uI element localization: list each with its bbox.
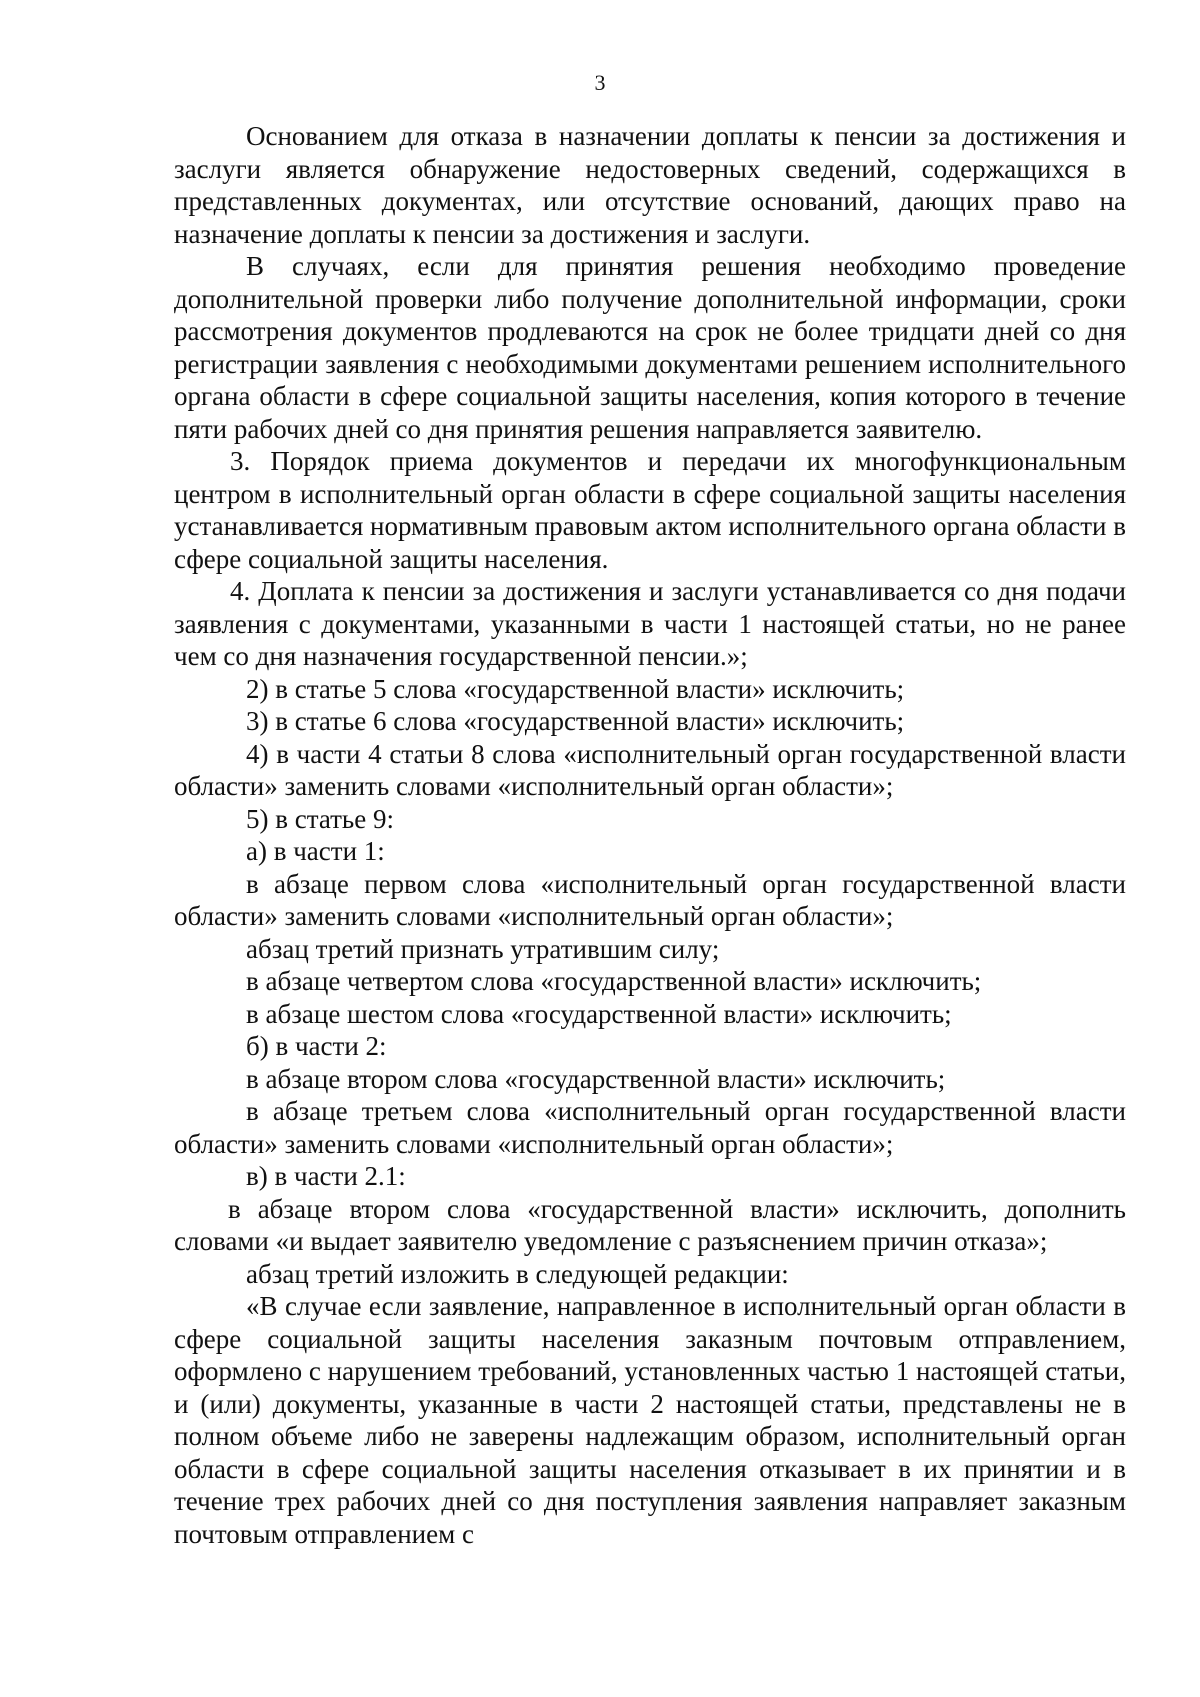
document-body bbox=[174, 120, 1126, 1550]
paragraph-subitem-a: а) в части 1: bbox=[246, 836, 385, 866]
paragraph-item-4: 4. Доплата к пенсии за достижения и заслуги устанавливается со дня подачи заявления с документами, указанными в части 1 настоящей статьи, но не ранее чем со дня назначения государственной пенсии.»; bbox=[174, 576, 1126, 671]
paragraph-a-third: абзац третий признать утратившим силу; bbox=[246, 933, 720, 964]
paragraph-b-second: в абзаце втором слова «государственной власти» исключить; bbox=[246, 1063, 946, 1094]
paragraph-subitem-v: в) в части 2.1: bbox=[246, 1161, 406, 1191]
paragraph-amendment-2: 2) в статье 5 слова «государственной власти» исключить; bbox=[246, 673, 905, 704]
paragraph-a-sixth: в абзаце шестом слова «государственной власти» исключить; bbox=[246, 998, 952, 1029]
paragraph-amendment-5: 5) в статье 9: bbox=[246, 803, 394, 834]
paragraph-v-second: в абзаце втором слова «государственной власти» исключить, дополнить словами «и выдает заявителю уведомление с разъяснением причин отказа»; bbox=[174, 1193, 1126, 1256]
paragraph-b-third: в абзаце третьем слова «исполнительный орган государственной власти области» заменить словами «исполнительный орган области»; bbox=[174, 1096, 1126, 1159]
page-number: 3 bbox=[594, 70, 606, 95]
paragraph-refusal-grounds: Основанием для отказа в назначении доплаты к пенсии за достижения и заслуги является обнаружение недостоверных сведений, содержащихся в представленных документах, или отсутствие оснований, дающих право на назначение доплаты к пенсии за достижения и заслуги. bbox=[174, 121, 1126, 249]
paragraph-subitem-b: б) в части 2: bbox=[246, 1031, 387, 1061]
paragraph-new-wording: «В случае если заявление, направленное в исполнительный орган области в сфере социальной защиты населения заказным почтовым отправлением, оформлено с нарушением требований, установленных частью 1 настоящей статьи, и (или) документы, указанные в части 2 настоящей статьи, представлены не в полном объеме либо не заверены надлежащим образом, исполнительный орган области в сфере социальной защиты населения отказывает в их принятии и в течение трех рабочих дней со дня поступления заявления направляет заказным почтовым отправлением с bbox=[174, 1291, 1126, 1549]
paragraph-amendment-4: 4) в части 4 статьи 8 слова «исполнительный орган государственной власти области» заменить словами «исполнительный орган области»; bbox=[174, 738, 1126, 801]
paragraph-review-extension: В случаях, если для принятия решения необходимо проведение дополнительной проверки либо получение дополнительной информации, сроки рассмотрения документов продлеваются на срок не более тридцати дней со дня регистрации заявления с необходимыми документами решением исполнительного органа области в сфере социальной защиты населения, копия которого в течение пяти рабочих дней со дня принятия решения направляется заявителю. bbox=[174, 251, 1126, 444]
paragraph-item-3: 3. Порядок приема документов и передачи их многофункциональным центром в исполнительный орган области в сфере социальной защиты населения устанавливается нормативным правовым актом исполнительного органа области в сфере социальной защиты населения. bbox=[174, 446, 1126, 574]
paragraph-v-third: абзац третий изложить в следующей редакции: bbox=[246, 1258, 789, 1289]
paragraph-a-first: в абзаце первом слова «исполнительный орган государственной власти области» заменить словами «исполнительный орган области»; bbox=[174, 868, 1126, 931]
paragraph-a-fourth: в абзаце четвертом слова «государственной власти» исключить; bbox=[246, 966, 982, 996]
paragraph-amendment-3: 3) в статье 6 слова «государственной власти» исключить; bbox=[246, 706, 905, 736]
